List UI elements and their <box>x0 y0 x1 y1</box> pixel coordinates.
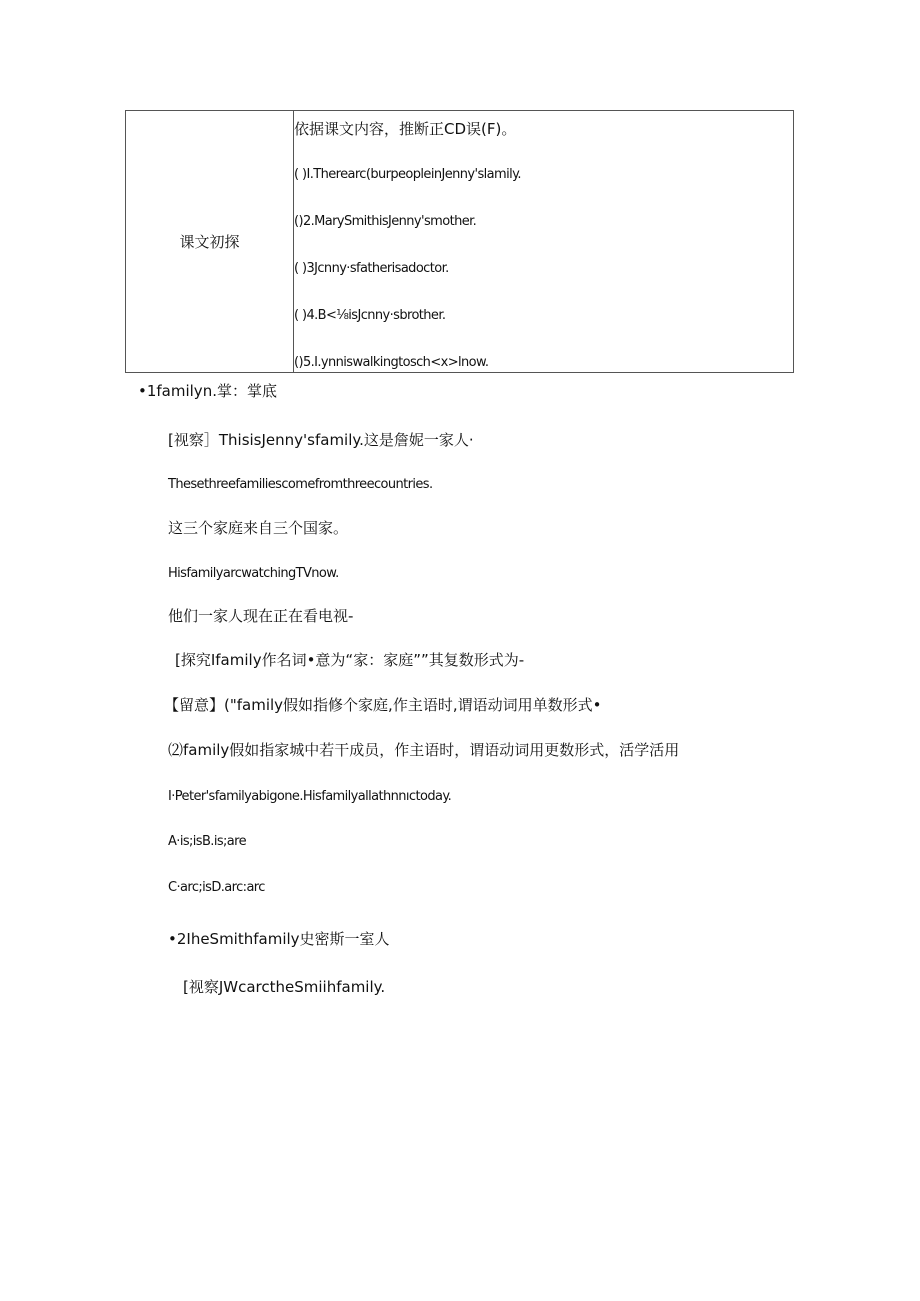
question-4: ( )4.B<⅛isJcnny·sbrother. <box>294 308 446 323</box>
instruction: 依据课文内容，推断正CD误(F)。 <box>294 120 517 138</box>
note1: 【留意】("family假如指修个家庭,作主语时,谓语动词用单数形式• <box>164 696 602 714</box>
section-label-cell <box>126 111 294 373</box>
item1-heading: •1familyn.掌：掌底 <box>138 382 277 400</box>
questions-cell <box>294 111 794 373</box>
option-ab: A·is;isB.is;are <box>168 834 247 849</box>
example2-en: HisfamilyarcwatchingTVnow. <box>168 566 339 581</box>
question-2: ()2.MarySmithisJenny'smother. <box>294 214 477 229</box>
option-cd: C·arc;isD.arc:arc <box>168 880 265 895</box>
lesson-table <box>125 110 794 373</box>
example1-en: Thesethreefamiliescomefromthreecountries. <box>168 477 433 492</box>
example1-zh: 这三个家庭来自三个国家。 <box>168 519 349 537</box>
question-1: ( )I.Therearc(burpeopleinJenny'slamily. <box>294 167 521 182</box>
question-5: ()5.I.ynniswalkingtosch<x>lnow. <box>294 355 489 370</box>
item2-heading: •2IheSmithfamily史密斯一室人 <box>168 930 390 948</box>
example2-zh: 他们一家人现在正在看电视- <box>168 607 354 625</box>
observe1: [视察］ThisisJenny'sfamily.这是詹妮一家人· <box>168 431 474 449</box>
note2: ⑵family假如指家城中若干成员，作主语时，谓语动词用更数形式，活学活用 <box>168 741 680 759</box>
question-3: ( )3Jcnny·sfatherisadoctor. <box>294 261 449 276</box>
section-label: 课文初探 <box>179 233 240 251</box>
exercise: I·Peter'sfamilyabigone.Hisfamilyallathnnıctoday. <box>168 789 452 804</box>
explore-note: [探究Ifamily作名词•意为“家：家庭””其复数形式为- <box>175 651 525 669</box>
observe2: [视察JWcarctheSmiihfamily. <box>183 978 386 996</box>
